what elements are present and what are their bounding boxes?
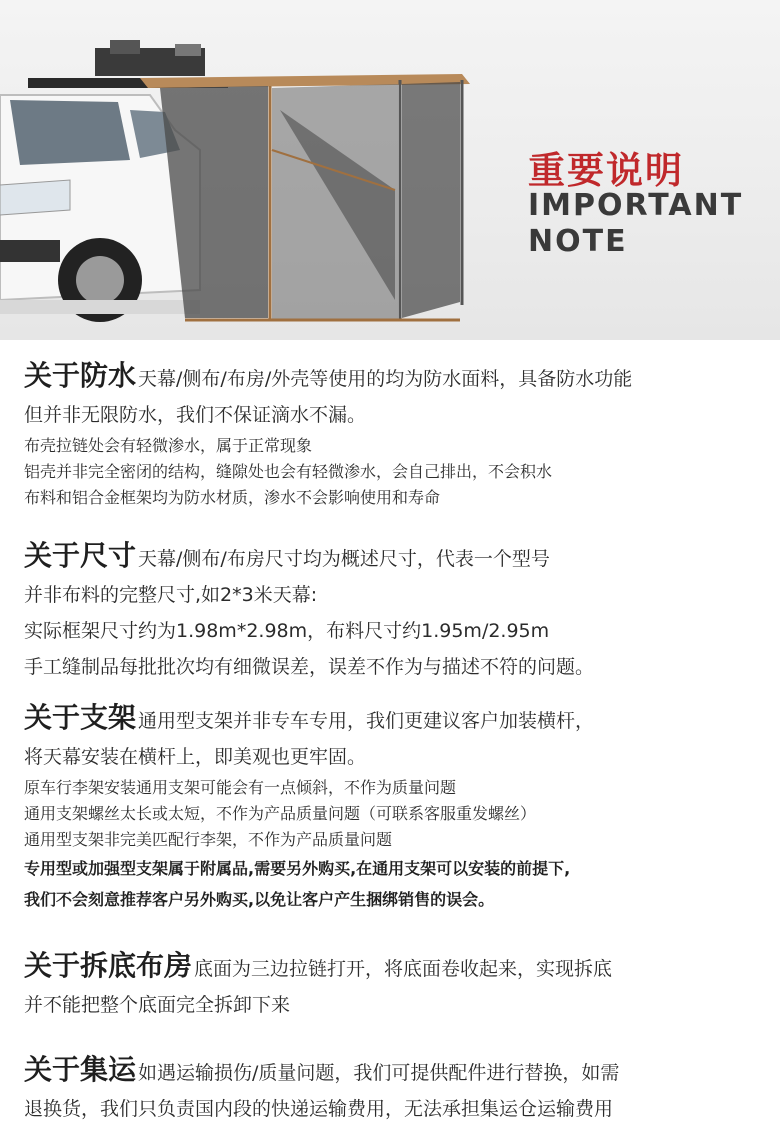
section-heading: 关于防水 [24, 359, 137, 392]
section-consolidated-shipping [24, 1052, 764, 1127]
section-first-line [24, 700, 764, 739]
section-size [24, 538, 764, 685]
section-note: 布料和铝合金框架均为防水材质，渗水不会影响使用和寿命 [24, 488, 441, 507]
title-english-line1: IMPORTANT [528, 188, 744, 223]
section-text: 天幕/侧布/布房/外壳等使用的均为防水面料，具备防水功能 [138, 368, 633, 390]
section-heading: 关于支架 [24, 701, 137, 734]
section-text: 并非布料的完整尺寸,如2*3米天幕: [24, 584, 318, 606]
section-note: 通用支架螺丝太长或太短，不作为产品质量问题（可联系客服重发螺丝） [24, 804, 537, 823]
section-bold-note: 我们不会刻意推荐客户另外购买,以免让客户产生捆绑销售的误会。 [24, 890, 495, 909]
section-text: 退换货，我们只负责国内段的快递运输费用，无法承担集运仓运输费用 [24, 1098, 614, 1120]
section-note: 布壳拉链处会有轻微渗水，属于正常现象 [24, 436, 313, 455]
section-note: 原车行李架安装通用支架可能会有一点倾斜，不作为质量问题 [24, 778, 457, 797]
section-first-line [24, 358, 764, 397]
section-text: 通用型支架并非专车专用，我们更建议客户加装横杆， [138, 710, 595, 732]
section-bold-note: 专用型或加强型支架属于附属品,需要另外购买,在通用支架可以安装的前提下, [24, 859, 571, 878]
section-text: 实际框架尺寸约为1.98m*2.98m，布料尺寸约1.95m/2.95m [24, 620, 550, 642]
section-waterproof [24, 358, 764, 511]
section-first-line [24, 538, 764, 577]
section-text: 但并非无限防水，我们不保证滴水不漏。 [24, 404, 367, 426]
section-text: 天幕/侧布/布房尺寸均为概述尺寸，代表一个型号 [138, 548, 550, 570]
section-first-line [24, 948, 764, 987]
section-removable-floor [24, 948, 764, 1023]
section-first-line [24, 1052, 764, 1091]
section-bracket [24, 700, 764, 915]
section-text: 并不能把整个底面完全拆卸下来 [24, 994, 291, 1016]
section-text: 底面为三边拉链打开，将底面卷收起来，实现拆底 [194, 958, 613, 980]
section-note: 铝壳并非完全密闭的结构，缝隙处也会有轻微渗水，会自己排出，不会积水 [24, 462, 553, 481]
hero-banner [0, 0, 780, 340]
section-heading: 关于拆底布房 [24, 949, 193, 982]
vehicle-awning-image [0, 0, 500, 340]
section-text: 手工缝制品每批批次均有细微误差，误差不作为与描述不符的问题。 [24, 656, 595, 678]
section-text: 将天幕安装在横杆上，即美观也更牢固。 [24, 746, 367, 768]
section-text: 如遇运输损伤/质量问题，我们可提供配件进行替换，如需 [138, 1062, 620, 1084]
title-english-line2: NOTE [528, 224, 628, 259]
section-note: 通用型支架非完美匹配行李架，不作为产品质量问题 [24, 830, 393, 849]
title-chinese: 重要说明 [528, 149, 684, 192]
section-heading: 关于尺寸 [24, 539, 137, 572]
title-english [528, 188, 743, 260]
section-heading: 关于集运 [24, 1053, 137, 1086]
